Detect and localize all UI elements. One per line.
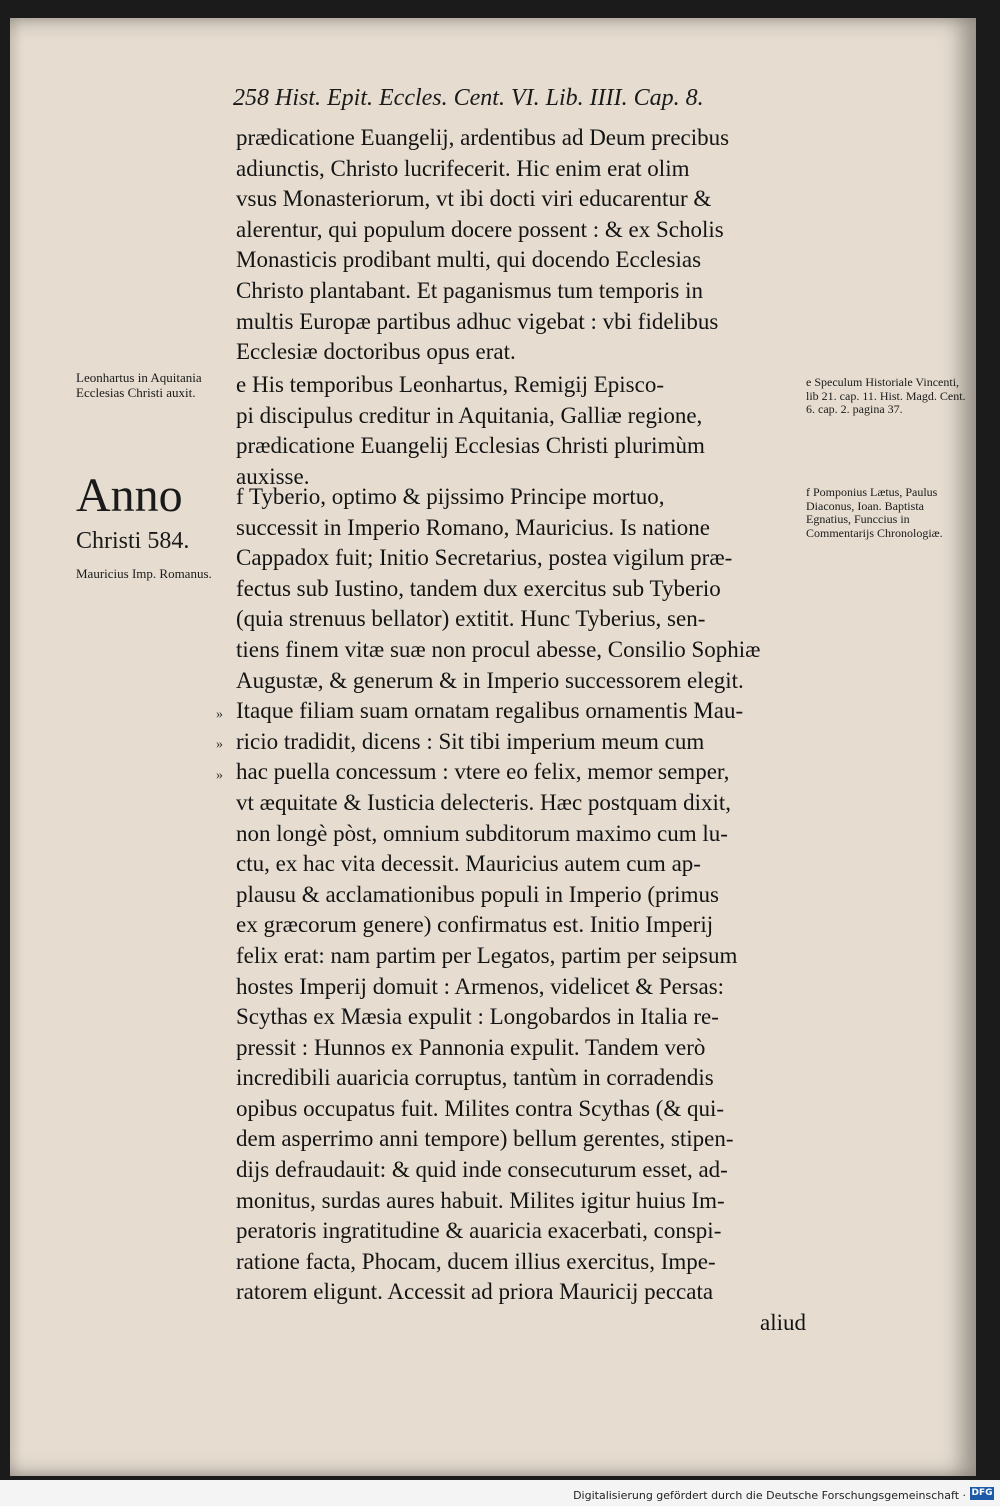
text-line: multis Europæ partibus adhuc vigebat : vbi fidelibus: [236, 308, 719, 334]
text-line: felix erat: nam partim per Legatos, partim per seipsum: [236, 942, 738, 968]
text-line: plausu & acclamationibus populi in Imperio (primus: [236, 881, 719, 907]
quote-mark: »: [216, 768, 223, 783]
margin-note-mauricius: Mauricius Imp. Romanus.: [76, 566, 212, 581]
text-line: ricio tradidit, dicens : Sit tibi imperium meum cum: [236, 728, 705, 754]
text-line: f Tyberio, optimo & pijssimo Principe mortuo,: [236, 484, 665, 509]
text-line: Augustæ, & generum & in Imperio successorem elegit.: [236, 667, 744, 693]
text-line: (quia strenuus bellator) extitit. Hunc Tyberius, sen-: [236, 606, 706, 632]
text-line: vsus Monasteriorum, vt ibi docti viri educarentur &: [236, 186, 712, 212]
text-line: Itaque filiam suam ornatam regalibus ornamentis Mau-: [236, 698, 744, 724]
text-line: tiens finem vitæ suæ non procul abesse, Consilio Sophiæ: [236, 636, 761, 662]
text-line: dijs defraudauit: & quid inde consecuturum esset, ad-: [236, 1157, 728, 1183]
catchword: aliud: [760, 1310, 806, 1336]
text-line: alerentur, qui populum docere possent : & ex Scholis: [236, 216, 724, 242]
text-line: hostes Imperij domuit : Armenos, videlicet & Persas:: [236, 973, 725, 999]
text-line: Monasticis prodibant multi, qui docendo Ecclesias: [236, 247, 702, 273]
text-line: Cappadox fuit; Initio Secretarius, postea vigilum præ-: [236, 545, 733, 571]
text-line: Ecclesiæ doctoribus opus erat.: [236, 339, 516, 365]
quote-mark: »: [216, 737, 223, 752]
text-line: auxisse.: [236, 463, 310, 489]
margin-christi-year: Christi 584.: [76, 528, 190, 554]
text-line: ratione facta, Phocam, ducem illius exercitus, Impe-: [236, 1248, 716, 1274]
text-line: incredibili auaricia corruptus, tantùm in corradendis: [236, 1065, 714, 1091]
text-line: non longè pòst, omnium subditorum maximo cum lu-: [236, 820, 728, 846]
text-block-2: [236, 370, 806, 492]
text-line: Scythas ex Mæsia expulit : Longobardos in Italia re-: [236, 1004, 719, 1030]
dfg-logo: DFG: [971, 1488, 993, 1498]
text-line: adiunctis, Christo lucrifecerit. Hic enim erat olim: [236, 155, 690, 181]
text-block-3: [236, 482, 806, 1339]
footer-credit: Digitalisierung gefördert durch die Deutsche Forschungsgemeinschaft ·: [573, 1489, 966, 1502]
text-line: monitus, surdas aures habuit. Milites igitur huius Im-: [236, 1187, 725, 1213]
text-line: vt æquitate & Iusticia delecteris. Hæc postquam dixit,: [236, 789, 732, 815]
margin-note-f: f Pomponius Lætus, Paulus Diaconus, Ioan. Baptista Egnatius, Funccius in Commentarijs Chronologiæ.: [806, 485, 943, 540]
text-line: successit in Imperio Romano, Mauricius. Is natione: [236, 514, 710, 540]
text-line: hac puella concessum : vtere eo felix, memor semper,: [236, 759, 730, 785]
text-line: dem asperrimo anni tempore) bellum gerentes, stipen-: [236, 1126, 734, 1152]
text-line: prædicatione Euangelij Ecclesias Christi plurimùm: [236, 433, 705, 459]
margin-anno: Anno: [76, 469, 183, 522]
text-line: peratoris ingratitudine & auaricia exacerbati, conspi-: [236, 1218, 722, 1244]
text-line: ctu, ex hac vita decessit. Mauricius autem cum ap-: [236, 851, 701, 877]
text-line: prædicatione Euangelij, ardentibus ad Deum precibus: [236, 125, 730, 150]
running-header: 258 Hist. Epit. Eccles. Cent. VI. Lib. IIII. Cap. 8.: [233, 85, 704, 111]
margin-note-e: e Speculum Historiale Vincenti, lib 21. cap. 11. Hist. Magd. Cent. 6. cap. 2. pagina 37.: [806, 375, 966, 416]
margin-note-leonhartus: Leonhartus in Aquitania Ecclesias Christi auxit.: [76, 370, 202, 400]
text-line: pi discipulus creditur in Aquitania, Galliæ regione,: [236, 402, 703, 428]
text-line: fectus sub Iustino, tandem dux exercitus sub Tyberio: [236, 575, 721, 601]
text-block-1: [236, 123, 806, 368]
quote-mark: »: [216, 707, 223, 722]
text-line: Christo plantabant. Et paganismus tum temporis in: [236, 277, 703, 303]
text-line: opibus occupatus fuit. Milites contra Scythas (& qui-: [236, 1095, 725, 1121]
text-line: pressit : Hunnos ex Pannonia expulit. Tandem verò: [236, 1034, 706, 1060]
text-line: ex græcorum genere) confirmatus est. Initio Imperij: [236, 912, 714, 938]
text-line: e His temporibus Leonhartus, Remigij Episco-: [236, 372, 664, 397]
text-line: ratorem eligunt. Accessit ad priora Mauricij peccata: [236, 1279, 714, 1305]
